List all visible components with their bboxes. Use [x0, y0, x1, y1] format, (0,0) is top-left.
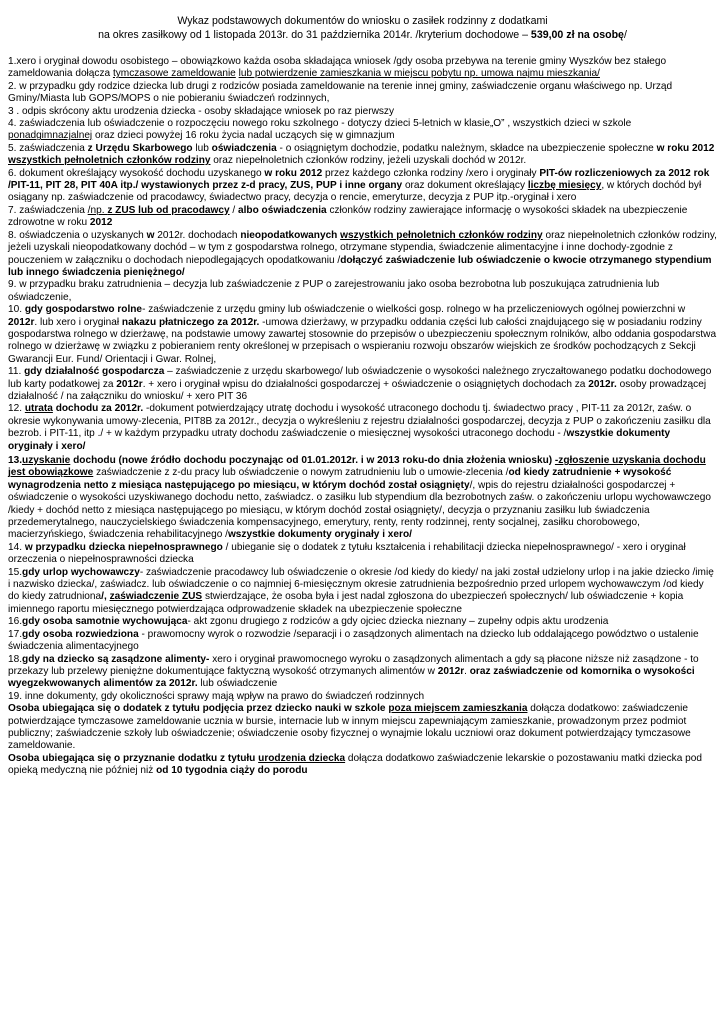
list-item [8, 542, 717, 567]
list-item-text: oświadczenia [211, 142, 277, 154]
list-item-text: 2012r [8, 316, 35, 328]
list-item-text: z ZUS lub od pracodawcy [107, 204, 230, 216]
list-item [8, 304, 717, 366]
list-item-text: 4. zaświadczenia lub oświadczenie o rozpoczęciu nowego roku szkolnego - dotyczy dzieci 5-letnich w klasie„O” , wszystkich dzieci w szkole [8, 118, 632, 130]
list-item-text: 14. [8, 541, 25, 553]
list-item-text: 17. [8, 628, 23, 640]
list-item-text: gdy gospodarstwo rolne [24, 304, 143, 316]
list-item-text: gdy na dziecko są zasądzone alimenty- [22, 653, 210, 665]
list-item-text: PIT-ów rozliczeniowych za 2012 rok /PIT-11, PIT 28, PIT 40A itp./ wystawionych przez z-d pracy, ZUS, PUP i inne organy [8, 167, 710, 192]
list-item [8, 629, 717, 654]
list-item-text: w [146, 229, 155, 241]
list-item-text: 2012r [116, 378, 143, 390]
list-item-text: dochodu (nowe źródło dochodu poczynając od 01.01.2012r. i w 2013 roku-do dnia złożenia wniosku) [73, 455, 553, 466]
list-item [8, 567, 717, 617]
list-item-text: lub potwierdzenie zamieszkania w miejscu pobytu np. umowa najmu mieszkania/ [238, 68, 600, 80]
list-item [8, 230, 717, 280]
list-item-text: . lub xero i oryginał [34, 316, 122, 328]
list-item-text: /, wpis do rejestru działalności gospodarczej + oświadczenie o wysokości uzyskiwanego dochodu netto, zaświadcz. o zasiłku lub stypendium dla bezrobotnych zaśw. o zakończeniu urlopu wychowawczego /kiedy + dochód netto z miesiąca następującego po miesiącu, w którym dochód został osiągnięty/, decyzja o przyznaniu zasiłku lub świadczenia przedemerytalnego, nauczycielskiego świadczenia kompensacyjnego, emerytury, renty, renty rodzinnej, renty socjalnej, zasiłku chorobowego, macierzyńskiego, świadczenia rehabilitacyjnego / [8, 479, 712, 541]
list-item-text: utrata [24, 403, 53, 415]
list-item-text: , w których dochód był osiągany np. zaświadczenie od pracodawcy, świadectwo pracy, decyzja o rencie, emeryturze, decyzja z PUP itp.-oryginał i xero [8, 180, 702, 204]
list-item-text: - akt zgonu drugiego z rodziców a gdy ojciec dziecka nieznany – zupełny odpis aktu urodzenia [187, 616, 609, 628]
list-item [8, 455, 717, 542]
list-item-text: w roku 2012 [656, 142, 715, 154]
list-item-text: albo oświadczenia [238, 204, 327, 216]
list-item [8, 691, 717, 703]
list-item-text: - zaświadczenie z urzędu gminy lub oświadczenie o wielkości gosp. rolnego w ha przeliczeniowych ogólnej powierzchni w [142, 304, 686, 316]
list-item-text: /, [101, 591, 110, 603]
list-item [8, 143, 717, 168]
list-item-text: w przypadku dziecka niepełnosprawnego [24, 541, 223, 553]
list-item-text: w roku 2012 [264, 167, 323, 179]
list-item-text: 10. [8, 304, 25, 316]
list-item-text: 8. oświadczenia o uzyskanych [8, 229, 147, 241]
list-item-text: /np. [87, 204, 108, 216]
list-item-text: od kiedy zatrudnienie + wysokość wynagrodzenia netto z miesiąca następującego po miesiącu, w którym dochód został osiągnięty [8, 467, 672, 491]
list-item-text: -dokument potwierdzający utratę dochodu i wysokość utraconego dochodu tj. świadectwo pracy , PIT-11 za 2012r, zaśw. o okresie wykonywania umowy-zlecenia, PIT8B za 2012r., decyzja o wykreśleniu z rejestru działalności gospodarczej, decyzja z PUP o zakończeniu zasiłku dla bezrob. i PIT-11, itp ./ + w każdym przypadku utraty dochodu zaświadczenie o miesięcznej wysokości utraconego dochodu - / [8, 403, 711, 440]
list-item-text: 15. [8, 566, 23, 578]
list-item-text: Osoba ubiegająca się o dodatek z tytułu podjęcia przez dziecko nauki w szkole [8, 703, 389, 715]
list-item-text: - prawomocny wyrok o rozwodzie /separacji i o zasądzonych alimentach na dziecko lub oddalającego powództwo o ustalenie świadczenia alimentacyjnego [8, 628, 699, 653]
title-line-2 [8, 28, 717, 42]
list-item-text: 16. [8, 616, 23, 628]
list-item-text: oraz niepełnoletnich członków rodziny, jeżeli uzyskali nieopodatkowany dochód – w tym z gospodarstwa rolnego, otrzymane stypendia, świadczenie alimentacyjne i inne dochody-zgodnie z pouczeniem w załączniku o dochodach niepodlegających opodatkowaniu / [8, 229, 717, 266]
list-item-text: osoby prowadzącej działalność / na załączniku do wniosku/ + xero PIT 36 [8, 378, 707, 402]
list-item-text: z Urzędu Skarbowego [87, 142, 193, 154]
list-item-text: oraz dokument określający [402, 180, 528, 192]
list-item-text: 18. [8, 653, 23, 665]
list-item-text: stwierdzające, że osoba była i jest nadal zgłoszona do ubezpieczeń społecznych/ lub oświadczenie + kopia imiennego raportu miesięcznego potwierdzająca odprowadzenie składek na ubezpieczenie społeczne [8, 591, 684, 615]
list-item-text: przez każdego członka rodziny /xero i oryginały [322, 167, 540, 179]
document-requirements-list [8, 56, 717, 778]
list-item [8, 106, 717, 118]
list-item-text: 5. zaświadczenia [8, 142, 88, 154]
list-item [8, 279, 717, 304]
list-item [8, 118, 717, 143]
list-item-text: 2012 [89, 217, 113, 229]
list-item-text: lub oświadczenie [197, 678, 278, 690]
list-item-text: urodzenia dziecka [258, 752, 346, 764]
list-item-text: . + xero i oryginał wpisu do działalności gospodarczej + oświadczenie o osiągniętych dochodach za [142, 378, 589, 390]
list-item [8, 56, 717, 81]
list-item [8, 81, 717, 106]
list-item-text: xero i oryginał prawomocnego wyroku o zasądzonych alimentach a gdy są płacone niższe niż zasądzone - to przekazy lub przelewy pieniężne dokumentujące faktyczną wysokość otrzymanych alimentów w [8, 653, 699, 677]
list-item-text: dołącza dodatkowo zaświadczenie lekarskie o pozostawaniu matki dziecka pod opieką medyczną nie później niż [8, 752, 702, 777]
list-item [8, 616, 717, 628]
list-item-text: 2012r. dochodach [154, 229, 241, 241]
list-item-text: uzyskanie [22, 455, 71, 466]
list-item-text: -umowa dzierżawy, w przypadku oddania części lub całości znajdującego się w posiadaniu rodziny gospodarstwa rolnego w dzierżawę, na podstawie umowy zawartej stosownie do przepisów o ubezpieczeniu społecznym rolników, albo oddania gospodarstwa rolnego w dzierżawę w związku z pobieraniem renty określonej w przepisach o wspieraniu rozwoju obszarów wiejskich ze środków pochodzących z Sekcji Gwarancji Eur. Fund/ Orientacji i Gwar. Rolnej, [8, 316, 717, 365]
list-item [8, 654, 717, 691]
list-item-text: oraz zaświadczenie od komornika o wysokości wyegzekwowanych alimentów za 2012r. [8, 665, 695, 690]
list-item [8, 205, 717, 230]
list-item-text: członków rodziny zawierające informację o wysokości składek na ubezpieczenie zdrowotne w roku [8, 204, 688, 229]
list-item-text: – zaświadczenie z urzędu skarbowego/ lub oświadczenie o wysokości należnego zryczałtowanego podatku dochodowego lub karty podatkowej za [8, 366, 712, 390]
list-item-text: lub [192, 142, 212, 154]
list-item-text: - o osiągniętym dochodzie, podatku należnym, składce na ubezpieczenie społeczne [276, 142, 657, 154]
document-title [8, 14, 717, 42]
list-item-text: 13. [8, 455, 23, 466]
list-item-text: gdy osoba rozwiedziona [22, 628, 139, 640]
list-item-text: liczbę miesięcy [527, 180, 602, 192]
list-item-text: zaświadczenie ZUS [109, 591, 203, 603]
list-item-text: 6. dokument określający wysokość dochodu uzyskanego [8, 167, 265, 179]
list-item [8, 366, 717, 403]
list-item-text: 7. zaświadczenia [8, 204, 88, 216]
list-item-text: wszystkie dokumenty oryginały i xero/ [227, 529, 412, 541]
list-item-text: -zgłoszenie uzyskania dochodu jest obowiązkowe [8, 455, 706, 479]
list-item-text: 2012r [437, 665, 465, 677]
list-item-text: dochodu za 2012r. [55, 403, 144, 415]
list-item-text: 2. w przypadku gdy rodzice dziecka lub drugi z rodziców posiada zameldowanie na terenie innej gminy, zaświadczenie organu właściwego np. Urząd Gminy/Miasta lub GOPS/MOPS o nie pobieraniu świadczeń rodzinnych, [8, 80, 673, 105]
list-item-text: dołączyć zaświadczenie lub oświadczenie o kwocie otrzymanego stypendium lub innego świadczenia pieniężnego/ [8, 254, 712, 278]
list-item-text: oraz dzieci powyżej 16 roku życia nadal uczących się w gimnazjum [92, 130, 395, 142]
list-item-text: . [464, 665, 470, 677]
list-item [8, 703, 717, 753]
list-item-text: 9. w przypadku braku zatrudnienia – decyzja lub zaświadczenie z PUP o zarejestrowaniu jako osoba bezrobotna lub poszukująca zatrudnienia lub oświadczenie, [8, 279, 660, 303]
title-line-2-end: / [623, 29, 627, 41]
title-line-1: Wykaz podstawowych dokumentów do wniosku o zasiłek rodzinny z dodatkami [177, 15, 548, 27]
list-item-text: od 10 tygodnia ciąży do porodu [156, 765, 308, 777]
list-item-text: gdy działalność gospodarcza [24, 366, 165, 378]
list-item-text: 2012r. [588, 378, 617, 390]
list-item-text: wszystkich pełnoletnich członków rodziny [340, 229, 543, 241]
list-item-text: ponadgimnazjalnej [8, 130, 93, 142]
list-item-text: oraz niepełnoletnich członków rodziny, jeżeli uzyskali dochód w 2012r. [210, 155, 527, 167]
list-item-text: / [229, 204, 238, 216]
list-item-text: wszystkich pełnoletnich członków rodziny [8, 155, 211, 167]
list-item [8, 168, 717, 205]
list-item-text: 19. inne dokumenty, gdy okoliczności sprawy mają wpływ na prawo do świadczeń rodzinnych [8, 690, 425, 702]
list-item-text: nakazu płatniczego za 2012r. [121, 316, 260, 328]
list-item [8, 403, 717, 453]
list-item-text: 1.xero i oryginał dowodu osobistego – obowiązkowo każda osoba składająca wniosek /gdy osoba przebywa na terenie gminy Wyszków bez stałego zameldowania dołącza [8, 56, 667, 80]
list-item-text: Osoba ubiegająca się o przyznanie dodatku z tytułu [8, 752, 259, 764]
list-item-text: wszystkie dokumenty oryginały i xero/ [8, 428, 671, 452]
list-item-text: tymczasowe zameldowanie [112, 68, 236, 80]
list-item-text: / ubieganie się o dodatek z tytułu kształcenia i rehabilitacji dziecka niepełnosprawnego/ - xero i oryginał orzeczenia o niepełnosprawności dziecka [8, 541, 686, 566]
income-criterion: 539,00 zł na osobę [530, 29, 624, 41]
list-item-text: 3 . odpis skrócony aktu urodzenia dziecka - osoby składające wniosek po raz pierwszy [8, 105, 394, 117]
list-item-text: zaświadczenie z z-du pracy lub oświadczenie o nowym zatrudnieniu lub o umowie-zlecenia / [93, 467, 509, 479]
list-item-text: gdy osoba samotnie wychowująca [22, 616, 188, 628]
list-item [8, 753, 717, 778]
list-item-text: gdy urlop wychowawczy [22, 566, 140, 578]
list-item-text: - zaświadczenie pracodawcy lub oświadczenie o okresie /od kiedy do kiedy/ na jaki został udzielony urlop i na jakie dziecko /imię i nazwisko dziecka/, zaświadcz. lub oświadczenie o co najmniej 6-miesięcznym okresie zatrudnienia bezpośrednio przed urlopem wychowawczym /od kiedy do kiedy zatrudniona [8, 566, 714, 603]
list-item-text: nieopodatkowanych [240, 229, 338, 241]
title-line-2-text: na okres zasiłkowy od 1 listopada 2013r. do 31 października 2014r. /kryterium dochodowe – [98, 29, 531, 41]
list-item-text: 11. [8, 366, 25, 378]
list-item-text: poza miejscem zamieszkania [388, 703, 528, 715]
list-item-text: 12. [8, 403, 25, 415]
list-item-text: dołącza dodatkowo: zaświadczenie potwierdzające tymczasowe zameldowanie ucznia w bursie, internacie lub w innym miejscu zapewniającym zamieszkanie, prowadzonym przez podmiot publiczny; zaświadczenie szkoły lub oświadczenie; oświadczenie osoby fizycznej o wynajmie lokalu uczniowi oraz dokument potwierdzający tymczasowe zameldowanie. [8, 703, 691, 752]
